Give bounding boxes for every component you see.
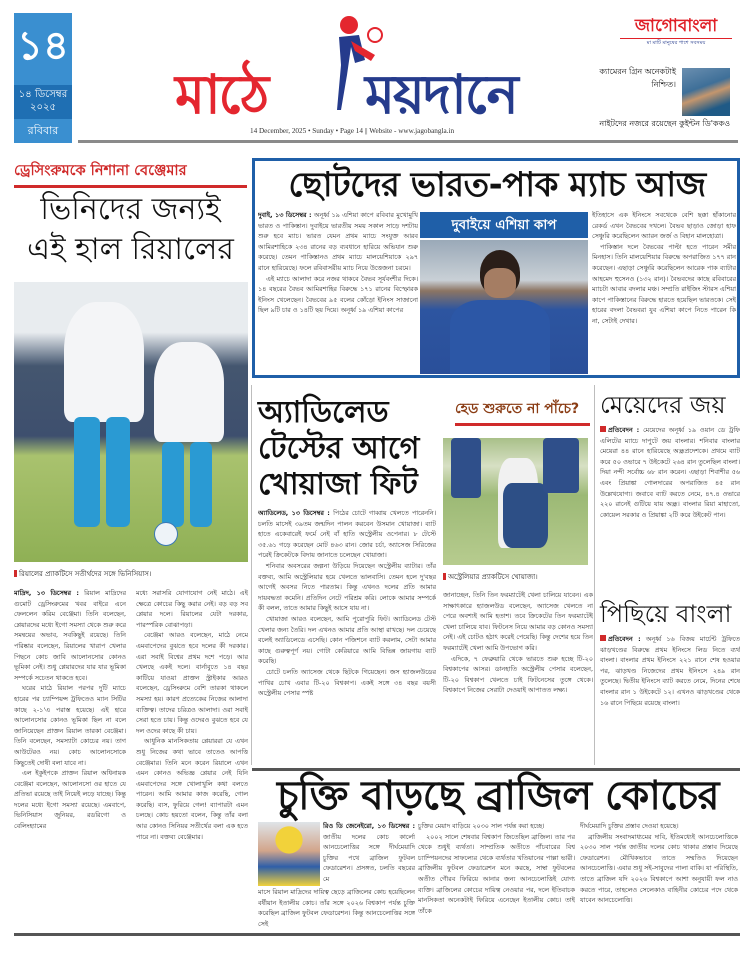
paragraph: দীর্ঘমেয়াদি চুক্তির প্রস্তাব দেওয়া হয়েছে। [580, 822, 679, 830]
paragraph: ইতিহাসে এক ইনিংসে সবথেকে বেশি ছক্কা হাঁকানোর রেকর্ড এখন বৈভবের দখলে। বৈভব ছাড়াও জোড়া হাফ সেঞ্চুরি করেছিলেন অ্যারন জর্জ ও বিহান মালহোত্রা। [592, 211, 736, 241]
player-figure [64, 302, 144, 422]
left-column-1 [14, 588, 126, 930]
player-face [484, 268, 516, 298]
section-logo [175, 15, 575, 125]
dateline: অ্যাডিলেড, ১৩ ডিসেম্বর : [258, 509, 330, 517]
brazil-column-1b [258, 887, 415, 932]
bengal-body [600, 634, 740, 764]
brazil-column-2 [418, 821, 575, 931]
khawaja-photo [443, 438, 588, 565]
brand-tagline: মা মাটি মানুষের পাশে সবসময় [620, 38, 732, 48]
paragraph: অনূর্ধ্ব ১৯ এশিয়া কাপে রবিবার মুখোমুখি ভারত ও পাকিস্তান। দুবাইয়ে ভারতীয় সময় সকাল সাড়ে দশটায় শুরু হবে ম্যাচ। ভারত যেমন প্রথম ম্যাচে সংযুক্ত আরব আমিরশাহিকে ২৩৪ রানের বড় ব্যবধানে হারিয়ে অভিযান শুরু করেছে। তেমন পাকিস্তানও প্রথম ম্যাচে মালয়েশিয়াকে ২৯৭ রানে হারিয়েছে। ফলে রবিবাসরীয় ম্যাচ নিয়ে উত্তেজনা চরমে। [258, 211, 418, 272]
player-leg [74, 417, 100, 527]
page-dateline: 14 December, 2025 • Sunday • Page 14 || Website - www.jagobangla.in [250, 127, 455, 135]
paragraph: খোয়াজা আরও বলেছেন, আমি পুরোপুরি ফিট। অ্যাডিলেড টেস্ট খেলার জন্য তৈরি। দল এখনও আমার প্রতি আস্থা রাখছে। দল চেয়েছে বলেই অ্যাডিলেডে এসেছি। কোন পজিশনে ব্যাট করলাম, সেটা আমার কাছে গুরুত্বপূর্ণ নয়। গোটা কেরিয়ারে আমি বিভিন্ন জায়গায় ব্যাট করেছি। [258, 614, 436, 666]
khawaja-photo-caption [443, 571, 593, 583]
paragraph: চুক্তির মেয়াদ বাড়িয়ে ২০৩০ সাল পর্যন্ত করা হচ্ছে। [418, 822, 545, 830]
date-number: ১৪ [17, 23, 69, 69]
date-full: ১৪ ডিসেম্বর ২০২৫ [14, 85, 72, 119]
caption-text: রিয়ালের প্র্যাকটিসে সতীর্থদের সঙ্গে ভিনিসিয়াস। [19, 570, 152, 578]
byline: প্রতিবেদন : [608, 426, 640, 434]
dateline: মাদ্রিদ, ১৩ ডিসেম্বর : [14, 589, 79, 597]
paragraph: মেয়েদের অনূর্ধ্ব ১৯ ওয়ান ডে ট্রফি এলিটের ম্যাচে দাপুটে জয় বাংলার। শনিবার বাংলার মেয়েরা ৪৪ রানে হারিয়েছে অন্ধ্রপ্রদেশকে। প্রথমে ব্যাট করে ৫০ ওভারে ৭ উইকেটে ২৬৪ রান তুলেছিল বাংলা। দিয়া নন্দী সর্বোচ্চ ৬৮ রান করেন। এছাড়া শিবাশীর ৫৬ এবং প্রিয়াঙ্কা গোলদারের অপরাজিত ৪৫ রান উল্লেখযোগ্য। জবাবে ব্যাট করতে নেমে, ৪৭.৪ ওভারে ২২০ রানেই গুটিয়ে যায় অন্ধ্র। বাংলার রিয়া মাহাতো, কোয়েল সরকার ও প্রিয়াঙ্কা ২টি করে উইকেট পান। [600, 426, 740, 519]
bengal-headline[interactable]: পিছিয়ে বাংলা [600, 600, 732, 628]
main-column-1 [258, 210, 418, 375]
player-jersey [450, 300, 550, 374]
left-column-2 [136, 588, 248, 930]
paragraph: ব্রাজিলীয় সংবাদমাধ্যমের দাবি, ইতিমধ্যেই আনচেলোত্তিকে ২০৩০ সাল পর্যন্ত জাতীয় দলের কোচ থাকার প্রস্তাব দিয়েছে ফেডারেশন। মৌখিকভাবে তাতে সম্মতিও দিয়েছেন আনচেলোত্তি। এবার শুধু সই-সাবুদের পালা বাকি। যা পরিস্থিতি, তাতে ব্রাজিল যদি ২০২৬ বিশ্বকাপে আশা অনুযায়ী ফল নাও করতে পারে, তাহলেও সেলেকাও বাহিনীর কোচের পদে থেকে যাবেন আনচেলোত্তি। [580, 832, 738, 905]
left-photo [14, 282, 248, 562]
byline-marker [600, 635, 606, 641]
paragraph: জাতীয় দলের কোচ কার্লো আনচেলোত্তির সঙ্গে দীর্ঘমেয়াদি চুক্তির পথে ব্রাজিল ফুটবল ফেডারেশন। প্রসঙ্গত, চলতি বছরের মে [323, 832, 415, 883]
girls-body [600, 425, 740, 600]
paragraph: মাসে রিয়াল মাদ্রিদের দায়িত্ব ছেড়ে ব্রাজিলের কোচ হয়েছিলেন বর্ষীয়ান ইতালীয় কোচ। তাঁর সঙ্গে ২০২৬ বিশ্বকাপ পর্যন্ত চুক্তি করেছিল ব্রাজিল ফুটবল ফেডারেশন। কিন্তু আনচেলোত্তির সঙ্গে সেই [258, 888, 415, 928]
paragraph: এই ম্যাচে আলাদা করে নজর থাকবে বৈভব সূর্যবংশীর দিকে। ১৪ বছরের বৈভব আমিরশাহির বিরুদ্ধে ১৭১ রানের বিস্ফোরক ইনিংস খেলেছেন। বৈভবের ৯৫ বলের কোঁড়ো ইনিংস সাজানো ছিল ৯টি চার ও ১৪টি ছয় দিয়ে। অনূর্ধ্ব ১৯ এশিয়া কাপের [258, 274, 418, 315]
main-column-2 [592, 210, 736, 375]
header-divider [78, 140, 738, 143]
teaser-photo [682, 68, 730, 116]
football [154, 522, 178, 546]
paragraph: বেঞ্জেমা আরও বলেছেন, মাঠে নেমে এমবাপেদের বুঝতে হবে দলের কী দরকার। এরা সবাই বিশ্বের প্রথম দশে পড়ে। আর খেলছে একই দলে। বার্নাবুতে ১৪ বছর কাটিয়ে যাওয়া প্রাক্তন স্ট্রাইকার আরও বলেছেন, ড্রেসিংরুমে বেশি তারকা থাকলে সমস্যা হয়। কারণ প্রত্যেকের নিজের আলাদা ব্যক্তিত্ব। তাদের চরিত্রও আলাদা। ওরা সবাই সেরা হতে চায়। কিন্তু ওদেরও বুঝতে হবে যে দল ওদের কাছে কী চায়। [136, 631, 248, 735]
main-photo [420, 240, 588, 374]
dateline: রিও ডি জেনেইরো, ১৩ ডিসেম্বর : [323, 822, 415, 830]
khawaja-column-1 [258, 508, 436, 763]
teaser-text-2: নাইটদের নজরে রয়েছেন কুইন্টন ডি'ককও [599, 119, 730, 128]
caption-text: অস্ট্রেলিয়ার প্র্যাকটিসে খোয়াজা। [448, 573, 538, 581]
girls-headline[interactable]: মেয়েদের জয় [600, 391, 726, 419]
player-leg [190, 442, 212, 527]
paragraph: ২০০২ সালে শেষবার বিশ্বকাপ জিতেছিল ব্রাজিল। তার পর থেকে শুধুই ব্যর্থতা। সাম্প্রতিক অতীতে পাঁচবারের বিশ্ব চ্যাম্পিয়নদের সাফল্যের থেকে ব্যর্থতার খতিয়ানের পাল্লা ভারী। ব্রাজিলীয় ফুটবল ফেডারেশন মনে করছে, সাম্বা ফুটবলের অতীত গৌরব ফিরিয়ে আনার জন্য আনচেলোত্তিই যোগ্য ব্যক্তি। ব্রাজিলের কোচের দায়িত্ব নেওয়ার পর, দলে ইতিবাচক মানসিকতা অনেকটাই ফিরিয়ে এনেছেন ইতালীয় কোচ। তাই তাঁকে [418, 832, 575, 915]
khawaja-kicker: হেড শুরুতে না পাঁচে? [455, 397, 590, 426]
caption-marker [443, 573, 446, 580]
dateline: দুবাই, ১৩ ডিসেম্বর : [258, 211, 312, 219]
byline-marker [600, 426, 606, 432]
brazil-coach-photo [258, 822, 320, 886]
player-kneeling [503, 483, 548, 548]
teaser-box[interactable] [590, 65, 730, 137]
paragraph: চোটে চলতি অ্যাসেজ থেকে ছিটকে গিয়েছেন। জস হ্যাজলউডের পাখির চোখ এবার টি-২০ বিশ্বকাপ। একই সঙ্গে ৩৪ বছর বয়সী অস্ট্রেলীয় পেসার স্পষ্ট [258, 667, 436, 698]
player-figure [154, 342, 224, 442]
paragraph: এদিকে, ৭ ফেব্রুয়ারি থেকে ভারতে শুরু হচ্ছে টি-২০ বিশ্বকাপের আসর। ডানহাতি অস্ট্রেলীয় পেসার বলেছেন, টি-২০ বিশ্বকাপ খেলতে চাই ফিটনেসের তুঙ্গে থেকে। বিশ্বকাপে নিজের সেরাটা দেওয়াই আপাতত লক্ষ্য। [443, 654, 593, 695]
paragraph: জানাচ্ছেন, তিনি তিন ফরম্যাটেই খেলা চালিয়ে যাবেন। এক সাক্ষাৎকারে হ্যাজলউড বলেছেন, অ্যাসেজ খেলতে না পেরে অবশ্যই আমি হতাশ। তবে ক্রিকেটের তিন ফরম্যাটেই খেলা চালিয়ে যাব। ফিটনেস নিয়ে আমার বড় কোনও সমস্যা নেই। এই চোটও হঠাৎ করেই পেয়েছি। কিন্তু দেশের হয়ে তিন ফরম্যাটেই খেলা আমি উপভোগ করি। [443, 591, 593, 652]
logo-word-2: ময়দানে [365, 63, 517, 126]
paragraph: অনূর্ধ্ব ১৬ বিজয় মার্চেন্ট ট্রফিতে ঝাড়খণ্ডের বিরুদ্ধে প্রথম ইনিংসে লিড নিতে ব্যর্থ বাংলা। বাংলার প্রথম ইনিংসে ২২১ রানে শেষ হওয়ার পর, ঝাড়খণ্ড নিজেদের প্রথম ইনিংসে ২৪৯ রান তুলেছে। দ্বিতীয় ইনিংসে ব্যাট করতে নেমে, দিনের শেষে বাংলার রান ১ উইকেটে ১২। এখনও ঝাড়খণ্ডের থেকে ১৬ রানে পিছিয়ে রয়েছে বাংলা। [600, 635, 740, 707]
brazil-headline[interactable]: চুক্তি বাড়ছে ব্রাজিল কোচের [277, 773, 719, 819]
weekday: রবিবার [27, 124, 59, 137]
brand-logo [620, 16, 732, 48]
player-shorts [451, 438, 481, 498]
paragraph: এল ইকুইপকে প্রাক্তন রিয়াল অধিনায়ক বেঞ্জেমা বলেছেন, আলোনসো ওর হাতে যে প্রতিভা রয়েছে তাই নিয়েই লড়ে যাচ্ছে। কিন্তু দলের মধ্যে ইগো সমস্যা রয়েছে। এমবাপে, ভিনিসিয়াস জুনিয়র, রডরিগো ও বেলিংহ্যামের [14, 769, 126, 831]
left-headline[interactable] [14, 190, 247, 270]
paragraph: ঘরের মাঠে রিয়াল পরপর দুটি ম্যাচে হারের পর চ্যাম্পিয়ন্স ট্রফিতেও ম্যান সিটির কাছে ২-১'এ পরাস্ত হয়েছে। এই হারে আলোনসোর কোনও ভূমিকা ছিল না বলে জানিয়েছেন প্রাক্তন রিয়াল তারকা বেঞ্জেমা। তিনি বলেছেন, সমস্যাটা কোচের নয়। তাগ আউটেরও নয়। কোচ আলোনসোকে কিছুতেই দোষী বলা যাবে না। [14, 684, 126, 767]
brazil-column-3 [580, 821, 738, 931]
brazil-column-1a [323, 821, 415, 887]
paragraph: পিঠের চোটে গাব্বায় খেলতে পারেননি। চলতি মাসেই ৩৯তম জন্মদিন পালন করবেন উসমান খোয়াজা। ব্যাট হাতে একেবারেই ফর্মে নেই বাঁ হাতি অস্ট্রেলীয় ওপেনার। ৮ টেস্টে ৩৫.৬১ গড়ে করেছেন মোট ৪৬৩ রান। জোর চর্চা, অ্যাসেজ সিরিজের পরেই ক্রিকেটকে বিদায় জানাতে চলেছেন খোয়াজা। [258, 509, 436, 560]
brand-name: জাগোবাংলা [634, 16, 718, 36]
paragraph: রিয়াল মাদ্রিদের গুমোট ড্রেসিংরুমের খবর বাইরে এনে ফেললেন করিম বেঞ্জেমা। তিনি বলেছেন, প্লেয়ারদের মধ্যে ইগো সমস্যা থেকে শুরু করে সমন্বয়ের অভাব, সবকিছুই রয়েছে। তিনি পরিষ্কার বলেছেন, রিয়ালের খারাপ খেলার পিছনে কোচ জাবি আলোনসোর কোনও ভূমিকা নেই। শুধু প্লেয়ারদের যার যার ভূমিকা সম্পর্কে সচেতন থাকতে হবে। [14, 589, 126, 682]
caption-marker [14, 570, 17, 577]
paragraph: পাকিস্তান দলে বৈভবের পাল্টা হতে পারেন সমীর মিনহাস। তিনি মালয়েশিয়ার বিরুদ্ধে অপরাজিত ১৭৭ রান করেছেন। এছাড়া সেঞ্চুরি করেছিলেন আরেক পাক ব্যাটার আহমেদ হুসেনও (১৩২ রান)। বৈভবদের কাছে রবিবারের ম্যাচটা আবার বদলার মঞ্চ। সম্প্রতি রাইজিং স্টারস এশিয়া কাপে পাকিস্তানের বিরুদ্ধে হারতে হয়েছিল ভারতকে। সেই হারের বদলা বৈভবরা যুব এশিয়া কাপে নিতে পারেন কি না, সেটাই দেখার। [592, 242, 736, 325]
player-leg [162, 442, 184, 527]
byline: প্রতিবেদন : [608, 635, 641, 643]
paragraph: আধুনিক মানসিকতায় প্লেয়াররা যে এখন শুধু নিজের কথা ভাবে তাতেও আপত্তি বেঞ্জেমার। তিনি মনে করেন রিয়ালে এখন এমন কোনও অভিজ্ঞ প্লেয়ার নেই যিনি এমবাপেদের সঙ্গে খোলাখুলি কথা বলতে পারেন। আমি আমার কাজ করেছি, গোল করেছি। ব্যস, ফুরিয়ে গেল! ব্যাপারটা এমন চলছে। কোচ হয়তো বলেন, কিন্তু তাঁর বলা আর কোনও সিনিয়র সতীর্থের বলা এক হতে পারে না। বক্তব্য বেঞ্জেমার। [136, 737, 248, 841]
player-leg [106, 417, 130, 527]
left-headline-line1: ভিনিদের জন্যই [40, 192, 221, 227]
column-divider [251, 385, 252, 765]
date-box [14, 13, 72, 143]
column-divider [594, 385, 595, 765]
logo-word-1: মাঠে [175, 63, 268, 126]
left-photo-caption [14, 568, 248, 580]
player-shorts [543, 438, 579, 493]
main-headline[interactable]: ছোটদের ভারত-পাক ম্যাচ আজ [288, 165, 706, 205]
paragraph: শনিবার অবসরের জল্পনা উড়িয়ে দিয়েছেন অস্ট্রেলীয় ব্যাটার। তাঁর বক্তব্য, আমি অস্ট্রেলিয়ার হয়ে খেলতে ভালবাসি। তেমন হলে দু'বছর আগেই অবসর নিতে পারতাম। কিন্তু এখনও দলের প্রতি আমার দায়বদ্ধতা কমেনি। প্রতিদিন নেটে পরিশ্রম করি। লোকে আমার সম্পর্কে কী বলল, তাতে আমার কিছুই আসে যায় না। [258, 561, 436, 613]
khawaja-column-2 [443, 590, 593, 765]
left-headline-line2: এই হাল রিয়ালের [27, 232, 234, 267]
teaser-text-1: ক্যামেরন গ্রিন অনেকটাই নিশ্চিত। [599, 67, 676, 89]
left-kicker: ড্রেসিংরুমকে নিশানা বেঞ্জেমার [14, 160, 247, 188]
paragraph: মধ্যে সরাসরি যোগাযোগ নেই মাঠে। এই ক্ষেত্রে কোচের কিছু করার নেই। বড় বড় সব প্লেয়ার দলে। রিয়ালের যেটা দরকার, পারস্পরিক বোঝাপড়া। [136, 589, 248, 629]
main-kicker: দুবাইয়ে এশিয়া কাপ [420, 212, 588, 238]
khawaja-headline[interactable]: অ্যাডিলেড টেস্টের আগে খোয়াজা ফিট [258, 395, 420, 502]
footer-divider [14, 933, 740, 936]
